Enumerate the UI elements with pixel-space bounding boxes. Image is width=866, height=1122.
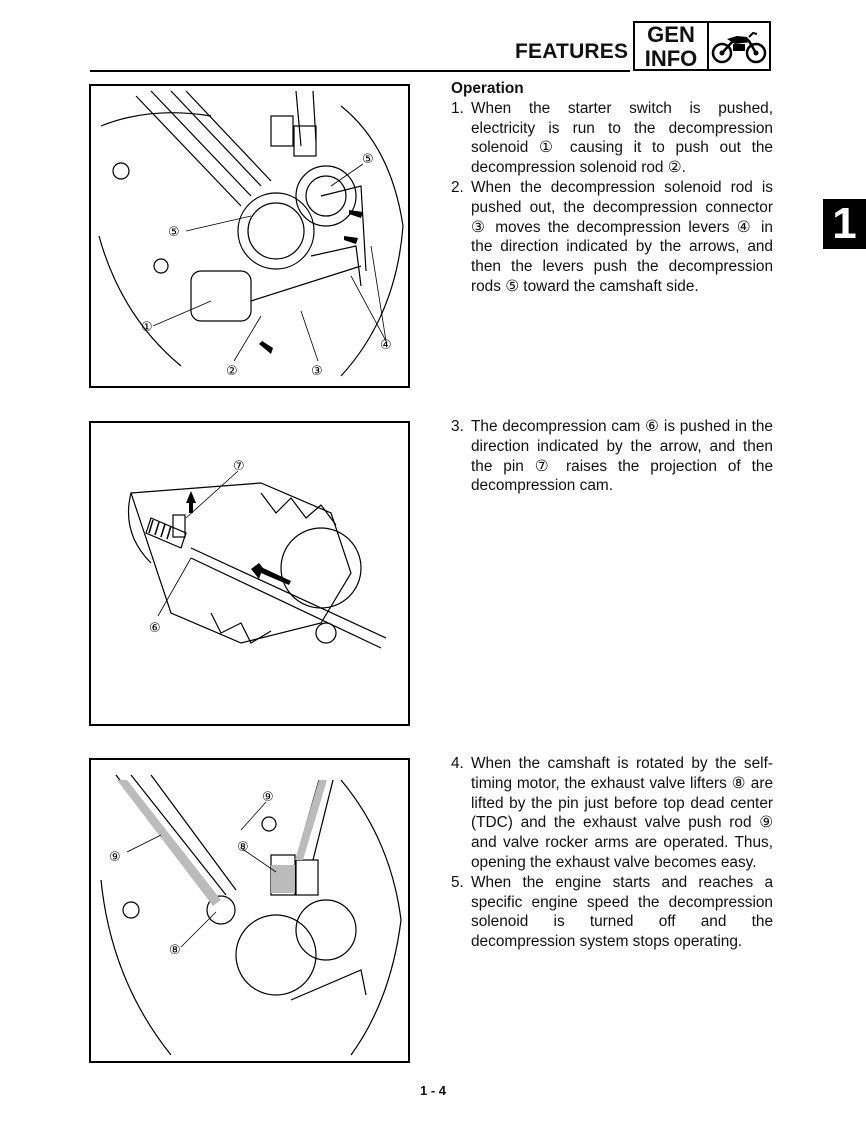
- gear: [248, 203, 304, 259]
- arrow-mark: [251, 563, 291, 585]
- pin: [173, 515, 185, 537]
- callout-8: ⑧: [169, 943, 181, 958]
- leader-line: [234, 316, 261, 361]
- callout-1: ①: [141, 320, 153, 335]
- gen-info-badge: [633, 21, 771, 71]
- leader-line: [127, 835, 161, 852]
- operation-block-2: [451, 417, 773, 496]
- bolt: [154, 259, 168, 273]
- leader-line: [301, 311, 318, 361]
- figure-exhaust-valve-lifters: [89, 758, 410, 1063]
- spring-coil: [161, 524, 165, 537]
- bolt: [113, 163, 129, 179]
- lifter: [296, 860, 318, 895]
- step-number: 2.: [451, 178, 464, 196]
- lifter-highlight: [271, 865, 295, 893]
- decompression-rod: [191, 558, 381, 648]
- badge-text-box: [635, 23, 709, 69]
- operation-block-1: [451, 79, 773, 297]
- operation-steps-1-2: [451, 99, 773, 297]
- bolt: [316, 623, 336, 643]
- lifter: [271, 116, 293, 146]
- step-item: [451, 99, 773, 178]
- step-number: 5.: [451, 873, 464, 891]
- push-rod: [186, 91, 271, 181]
- spring-coil: [167, 526, 171, 539]
- callout-9: ⑨: [262, 790, 274, 805]
- step-number: 1.: [451, 99, 464, 117]
- operation-heading: Operation: [451, 80, 524, 97]
- bolt: [262, 817, 276, 831]
- step-item: [451, 754, 773, 873]
- arrow-mark: [349, 210, 363, 218]
- lever: [321, 186, 366, 271]
- operation-steps-3: [451, 417, 773, 496]
- callout-7: ⑦: [233, 459, 245, 474]
- engine-outline: [101, 113, 211, 126]
- figure-1-illustration: [91, 86, 412, 390]
- step-number: 4.: [451, 755, 464, 772]
- gear: [236, 915, 316, 995]
- step-text: The decompression cam ⑥ is pushed in the direction indicated by the arrow, and then the pin ⑦ raises the projection of the decompression cam.: [471, 418, 773, 495]
- callout-4: ④: [380, 338, 392, 353]
- push-rod: [136, 96, 241, 206]
- gear: [238, 193, 314, 269]
- callout-5: ⑤: [168, 225, 180, 240]
- figure-2-illustration: [91, 423, 412, 728]
- callout-2: ②: [226, 364, 238, 379]
- cam-gear-teeth: [261, 493, 336, 525]
- gear: [296, 900, 356, 960]
- step-item: [451, 178, 773, 297]
- figure-3-illustration: [91, 760, 412, 1065]
- step-number: 3.: [451, 418, 464, 435]
- step-text: When the engine starts and reaches a specific engine speed the decompression solenoid is turned off and the decompression system stops operating.: [471, 873, 773, 951]
- lifter: [294, 126, 316, 156]
- leader-line: [181, 912, 216, 947]
- spring-coil: [155, 522, 159, 535]
- figure-decompression-cam: [89, 421, 410, 726]
- badge-line-gen: GEN: [647, 22, 695, 47]
- figure-decompression-solenoid: [89, 84, 410, 388]
- callout-8: ⑧: [237, 840, 249, 855]
- page-number: 1 - 4: [419, 1083, 446, 1098]
- solenoid-body: [191, 271, 251, 321]
- step-item: [451, 873, 773, 952]
- arrow-mark: [259, 341, 273, 354]
- header-rule: [90, 70, 630, 72]
- leader-line: [186, 471, 238, 518]
- engine-outline: [99, 236, 181, 366]
- callout-6: ⑥: [149, 621, 161, 636]
- callout-9: ⑨: [109, 850, 121, 865]
- callout-3: ③: [311, 364, 323, 379]
- connector-rod: [251, 266, 361, 301]
- leader-line: [186, 216, 251, 231]
- step-item: [451, 417, 773, 496]
- section-title: FEATURES: [515, 40, 629, 63]
- push-rod-highlight: [295, 780, 327, 860]
- bolt: [123, 902, 139, 918]
- operation-block-3: [451, 754, 773, 952]
- motorcycle-icon: [709, 27, 769, 72]
- push-rod: [296, 91, 301, 146]
- decompression-rod: [191, 548, 386, 638]
- chapter-tab: 1: [823, 199, 866, 249]
- push-rod: [171, 91, 261, 186]
- gear: [306, 176, 346, 216]
- engine-outline: [341, 780, 401, 1055]
- leader-line: [153, 301, 211, 326]
- step-text: When the starter switch is pushed, electricity is run to the decompression solenoid ① causing it to push out the decompression solenoid rod ②.: [471, 99, 773, 177]
- engine-outline: [101, 880, 171, 1055]
- arrow-mark: [344, 236, 358, 244]
- callout-5: ⑤: [362, 152, 374, 167]
- step-text: When the camshaft is rotated by the self-timing motor, the exhaust valve lifters ⑧ are lifted by the pin just before top dead center (TDC) and the exhaust valve push rod ⑨ and valve rocker arms are operated. Thus, opening the exhaust valve becomes easy.: [471, 755, 773, 871]
- step-text: When the decompression solenoid rod is pushed out, the decompression connector ③ moves the decompression levers ④ in the direction indicated by the arrows, and then the levers push the decompression rods ⑤ toward the camshaft side.: [471, 178, 773, 295]
- arrow-mark: [186, 491, 196, 513]
- badge-line-info: INFO: [644, 46, 698, 71]
- operation-steps-4-5: [451, 754, 773, 952]
- cam-gear-teeth: [211, 613, 271, 643]
- push-rod: [131, 775, 226, 895]
